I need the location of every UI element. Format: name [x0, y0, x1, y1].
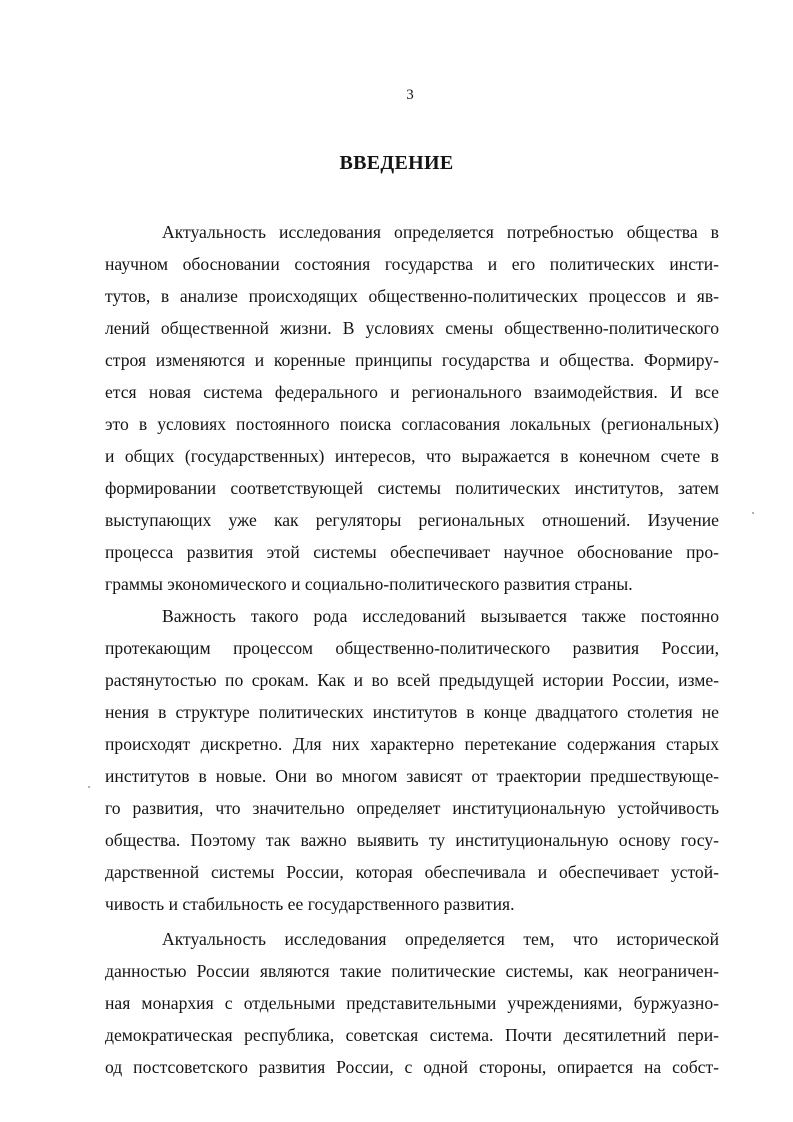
- text-line: ная монархия с отдельными представительными учреждениями, буржуазно-: [105, 993, 719, 1013]
- scan-speck: [752, 512, 754, 514]
- text-line: граммы экономического и социально-политического развития страны.: [105, 574, 633, 594]
- text-line: институтов в новые. Они во многом зависят от траектории предшествующе-: [105, 766, 719, 786]
- text-line: данностью России являются такие политические системы, как неограничен-: [105, 961, 719, 981]
- text-line: Важность такого рода исследований вызывается также постоянно: [162, 606, 719, 626]
- text-line: од постсоветского развития России, с одной стороны, опирается на собст-: [105, 1057, 719, 1077]
- text-line: растянутостью по срокам. Как и во всей предыдущей истории России, изме-: [105, 670, 719, 690]
- text-line: научном обосновании состояния государства и его политических инсти-: [105, 254, 719, 274]
- text-line: чивость и стабильность ее государственного развития.: [105, 894, 515, 914]
- scan-speck: [88, 786, 90, 788]
- text-line: дарственной системы России, которая обеспечивала и обеспечивает устой-: [105, 862, 719, 882]
- text-line: происходят дискретно. Для них характерно перетекание содержания старых: [105, 734, 719, 754]
- text-line: нения в структуре политических институтов в конце двадцатого столетия не: [105, 702, 719, 722]
- text-line: Актуальность исследования определяется потребностью общества в: [162, 222, 719, 242]
- text-line: выступающих уже как регуляторы региональных отношений. Изучение: [105, 510, 719, 530]
- text-line: процесса развития этой системы обеспечивает научное обоснование про-: [105, 542, 719, 562]
- text-line: демократическая республика, советская система. Почти десятилетний пери-: [105, 1025, 719, 1045]
- text-line: ется новая система федерального и регионального взаимодействия. И все: [105, 382, 719, 402]
- section-heading: ВВЕДЕНИЕ: [339, 152, 454, 174]
- text-line: это в условиях постоянного поиска согласования локальных (региональных): [105, 414, 719, 434]
- text-line: го развития, что значительно определяет институциональную устойчивость: [105, 798, 719, 818]
- text-line: общества. Поэтому так важно выявить ту институциональную основу госу-: [105, 830, 719, 850]
- page-number: 3: [406, 87, 414, 103]
- text-line: и общих (государственных) интересов, что выражается в конечном счете в: [105, 446, 719, 466]
- text-line: формировании соответствующей системы политических институтов, затем: [105, 478, 719, 498]
- text-line: тутов, в анализе происходящих общественно-политических процессов и яв-: [105, 286, 719, 306]
- text-line: строя изменяются и коренные принципы государства и общества. Формиру-: [105, 350, 719, 370]
- text-line: Актуальность исследования определяется тем, что исторической: [162, 929, 719, 949]
- text-line: протекающим процессом общественно-политического развития России,: [105, 638, 719, 658]
- text-line: лений общественной жизни. В условиях смены общественно-политического: [105, 318, 719, 338]
